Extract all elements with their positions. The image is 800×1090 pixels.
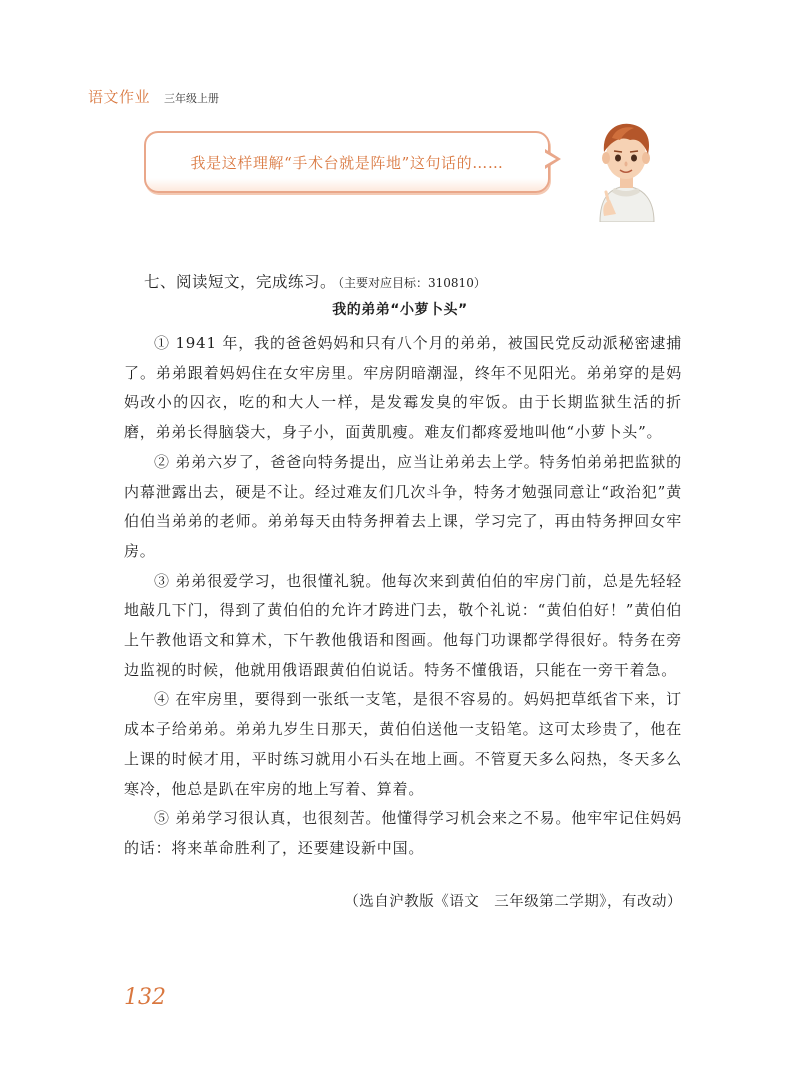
passage-body — [124, 329, 682, 864]
exercise-target-note: （主要对应目标：310810） — [338, 276, 486, 290]
speech-bubble-tail-fill — [544, 152, 556, 166]
paragraph-5: ⑤ 弟弟学习很认真，也很刻苦。他懂得学习机会来之不易。他牢牢记住妈妈的话：将来革命胜利了，还要建设新中国。 — [124, 809, 682, 857]
source-citation: （选自沪教版《语文 三年级第二学期》，有改动） — [344, 894, 682, 910]
exercise-heading — [144, 270, 486, 292]
page-number: 132 — [124, 985, 166, 1010]
passage-title: 我的弟弟“小萝卜头” — [332, 302, 468, 318]
speech-bubble-text: 我是这样理解“手术台就是阵地”这句话的…… — [190, 154, 504, 172]
book-subject: 语文作业 — [88, 88, 151, 106]
paragraph-4: ④ 在牢房里，要得到一张纸一支笔，是很不容易的。妈妈把草纸省下来，订成本子给弟弟。弟弟九岁生日那天，黄伯伯送他一支铅笔。这可太珍贵了，他在上课的时候才用，平时练习就用小石头在地上画。不管夏天多么闷热，冬天多么寒冷，他总是趴在牢房的地上写着、算着。 — [124, 690, 682, 798]
book-grade: 三年级上册 — [164, 92, 220, 105]
paragraph-3: ③ 弟弟很爱学习，也很懂礼貌。他每次来到黄伯伯的牢房门前，总是先轻轻地敲几下门，得到了黄伯伯的允许才跨进门去，敬个礼说：“黄伯伯好！”黄伯伯上午教他语文和算术，下午教他俄语和图画。他每门功课都学得很好。特务在旁边监视的时候，他就用俄语跟黄伯伯说话。特务不懂俄语，只能在一旁干着急。 — [124, 571, 682, 679]
paragraph-1: ① 1941 年，我的爸爸妈妈和只有八个月的弟弟，被国民党反动派秘密逮捕了。弟弟跟着妈妈住在女牢房里。牢房阴暗潮湿，终年不见阳光。弟弟穿的是妈妈改小的囚衣，吃的和大人一样，是发霉发臭的牢饭。由于长期监狱生活的折磨，弟弟长得脑袋大，身子小，面黄肌瘦。难友们都疼爱地叫他“小萝卜头”。 — [124, 334, 682, 442]
speech-bubble — [144, 131, 550, 193]
running-header — [88, 86, 219, 106]
exercise-title: 七、阅读短文，完成练习。 — [144, 273, 337, 291]
boy-illustration — [590, 118, 662, 222]
paragraph-2: ② 弟弟六岁了，爸爸向特务提出，应当让弟弟去上学。特务怕弟弟把监狱的内幕泄露出去，硬是不让。经过难友们几次斗争，特务才勉强同意让“政治犯”黄伯伯当弟弟的老师。弟弟每天由特务押着去上课，学习完了，再由特务押回女牢房。 — [124, 452, 682, 560]
